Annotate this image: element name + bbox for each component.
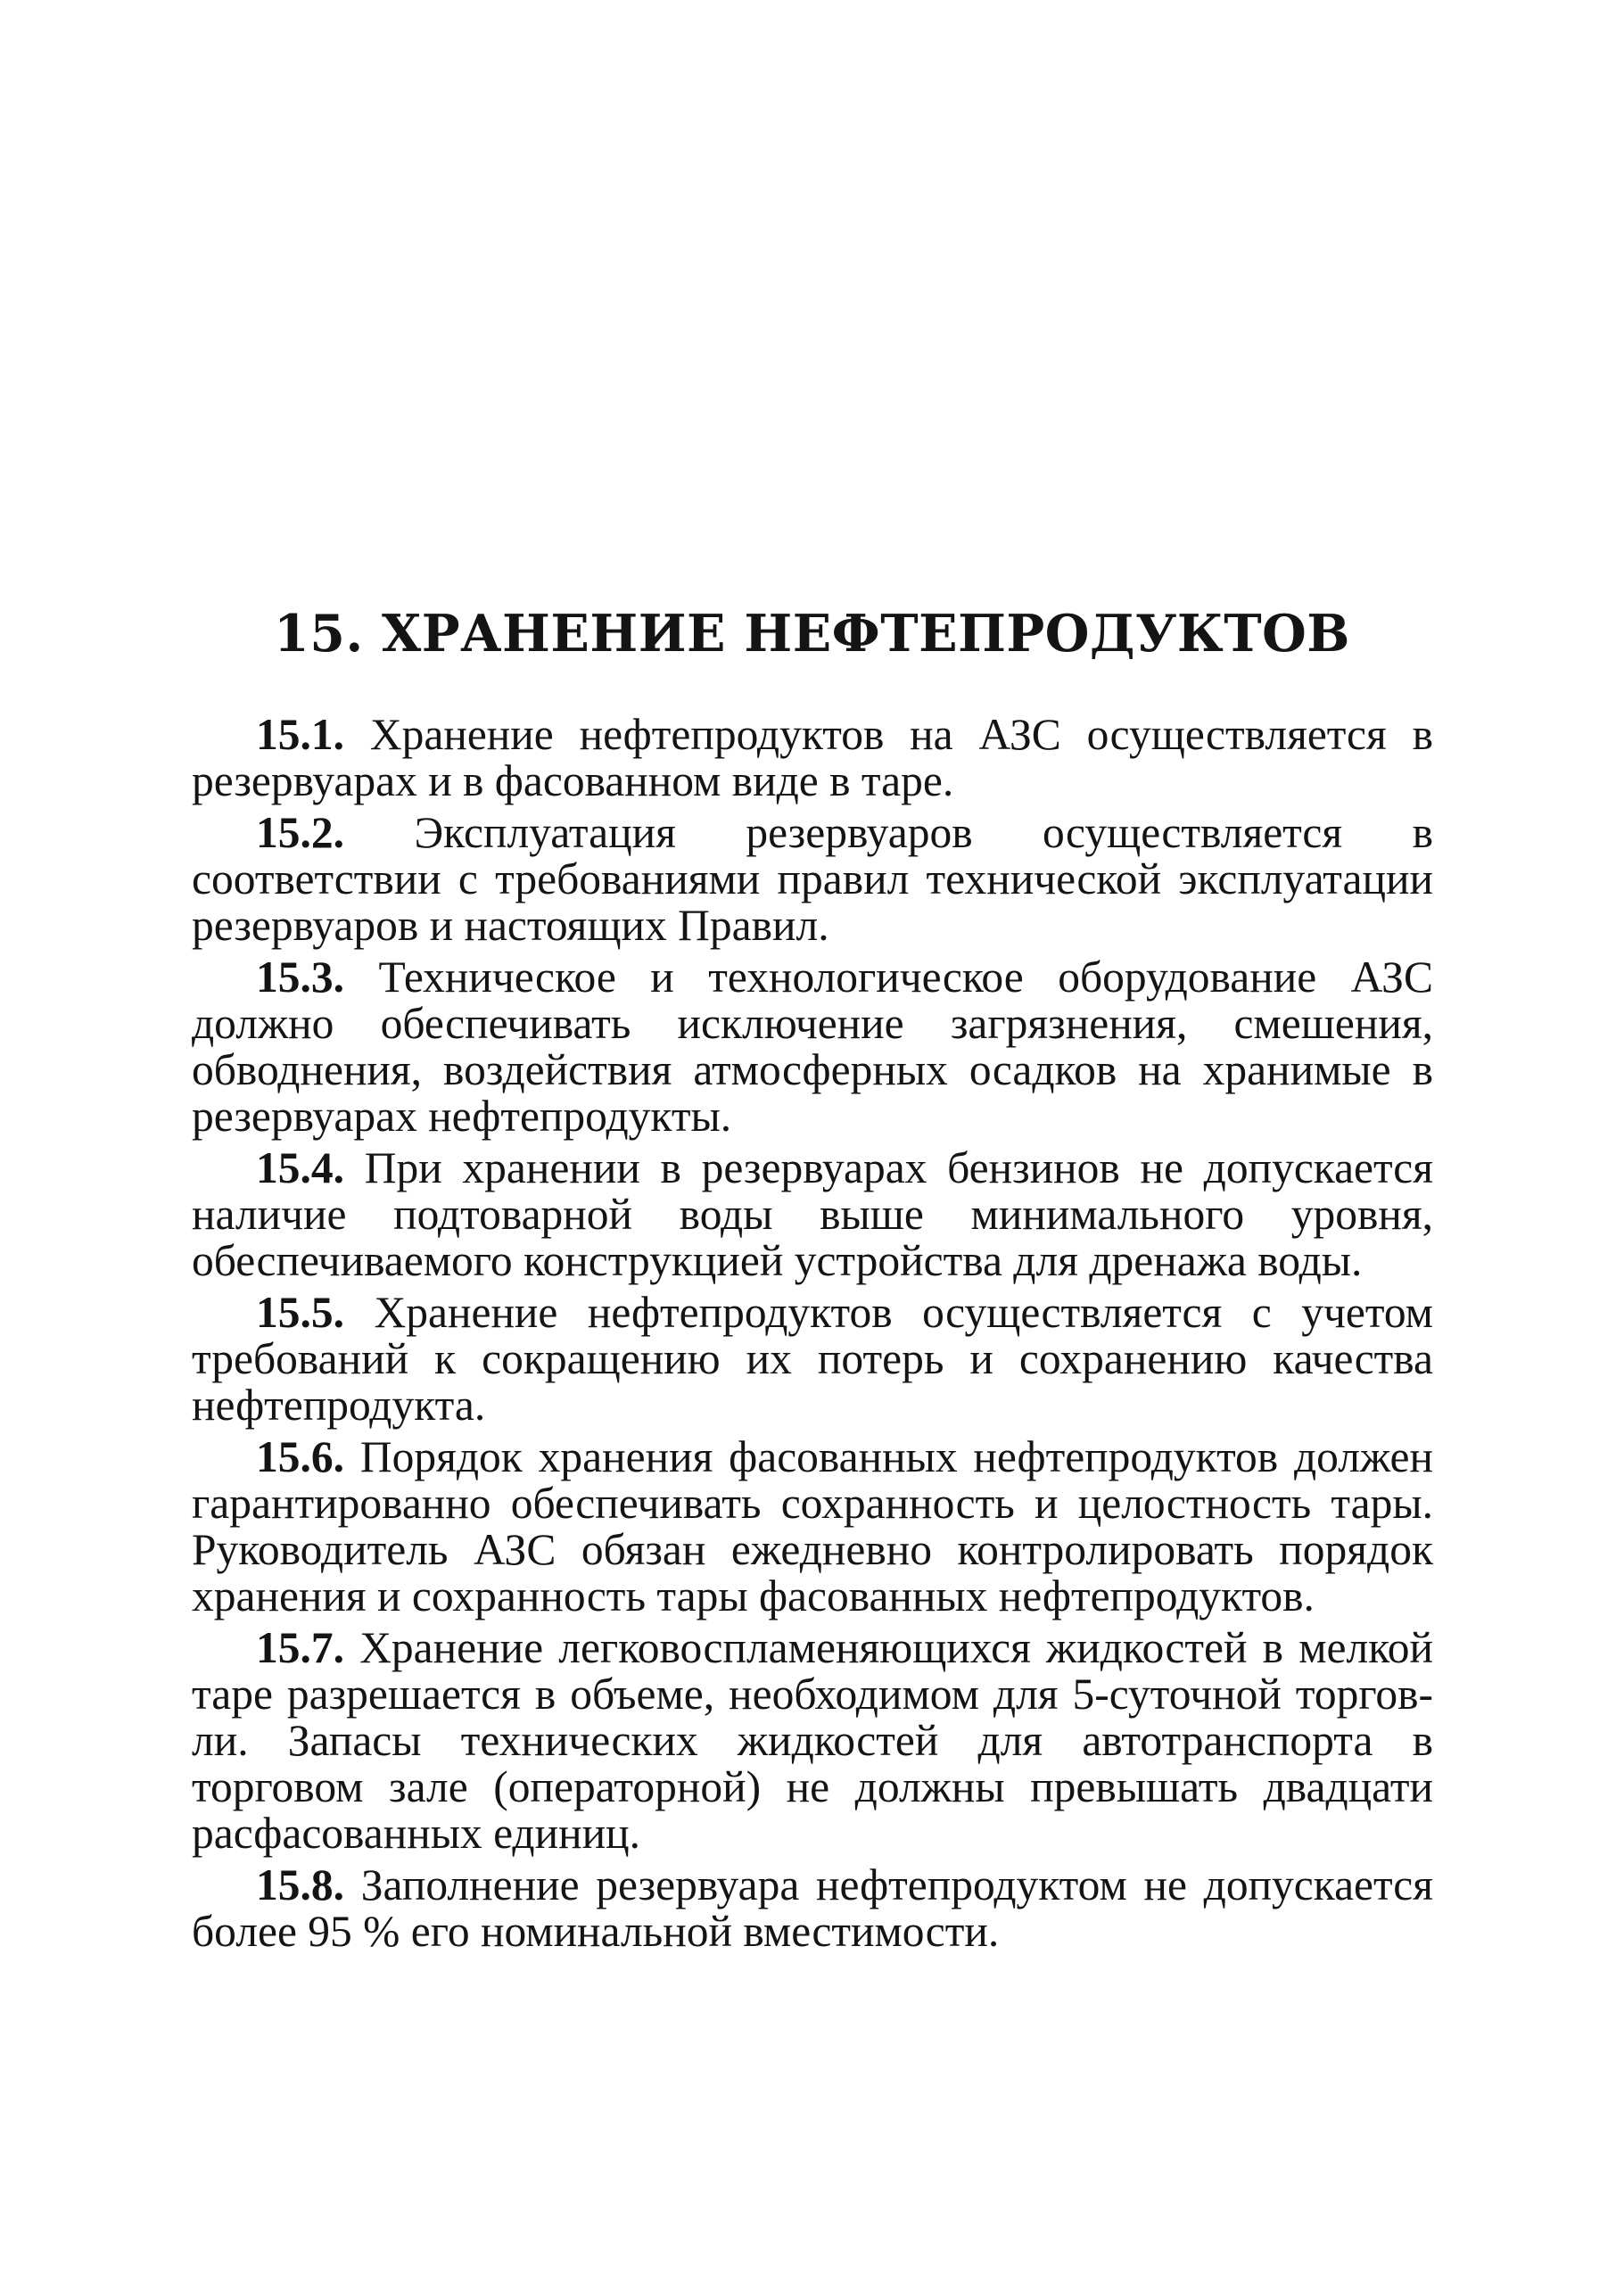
paragraph-15-6 (192, 1434, 1433, 1620)
paragraph-text: Хранение нефтепродуктов на АЗС осуществляется в резервуарах и в фасованном виде в таре. (192, 710, 1434, 805)
paragraph-text: Порядок хранения фасованных нефтепродуктов должен гарантированно обеспечивать сохранность и целостность тары. Руководитель АЗС обязан ежедневно контролировать порядок хранения и сохранность тары фасованных нефтепродуктов. (192, 1432, 1433, 1620)
paragraph-text: Техническое и технологическое оборудование АЗС должно обеспечивать исключение загрязнения, смешения, обводнения, воздействия атмосферных осадков на хранимые в резервуарах нефтепродукты. (192, 952, 1433, 1141)
section-title: 15. ХРАНЕНИЕ НЕФТЕПРОДУКТОВ (274, 604, 1350, 664)
paragraph-15-8 (192, 1862, 1433, 1955)
paragraph-text: Эксплуатация резервуаров осуществляется в соответствии с требованиями правил технической эксплуатации резервуаров и настоящих Правил. (192, 808, 1433, 950)
paragraph-text: При хранении в резервуарах бензинов не допускается наличие подтоварной воды выше минимального уровня, обеспечиваемого конструкцией устройства для дренажа воды. (192, 1143, 1434, 1285)
paragraph-15-5 (192, 1290, 1433, 1429)
paragraph-15-1 (192, 712, 1433, 804)
paragraph-number: 15.7. (256, 1623, 344, 1672)
paragraph-number: 15.1. (256, 710, 344, 759)
paragraph-number: 15.5. (256, 1288, 344, 1337)
paragraph-number: 15.2. (256, 808, 344, 857)
paragraph-number: 15.8. (256, 1860, 344, 1909)
paragraph-15-4 (192, 1145, 1433, 1284)
paragraph-15-2 (192, 810, 1433, 949)
paragraph-text: Хранение нефтепродуктов осуществляется с учетом требований к сокращению их потерь и сохранению качества нефтепродукта. (192, 1288, 1433, 1430)
paragraph-number: 15.4. (256, 1143, 344, 1192)
paragraph-number: 15.6. (256, 1432, 344, 1481)
paragraph-text: Заполнение резервуара нефтепродуктом не допускается более 95 % его номинальной вместимости. (192, 1860, 1433, 1956)
paragraph-number: 15.3. (256, 952, 344, 1002)
paragraph-15-3 (192, 954, 1433, 1140)
section-body (192, 712, 1433, 1960)
paragraph-text: Хранение легковоспламеняющихся жидкостей в мелкой таре разрешается в объеме, необходимом для 5-суточной торговли. Запасы технических жидкостей для автотранспорта в торговом зале (операторной) не должны превышать двадцати расфасованных единиц. (192, 1623, 1434, 1858)
paragraph-15-7 (192, 1625, 1433, 1857)
